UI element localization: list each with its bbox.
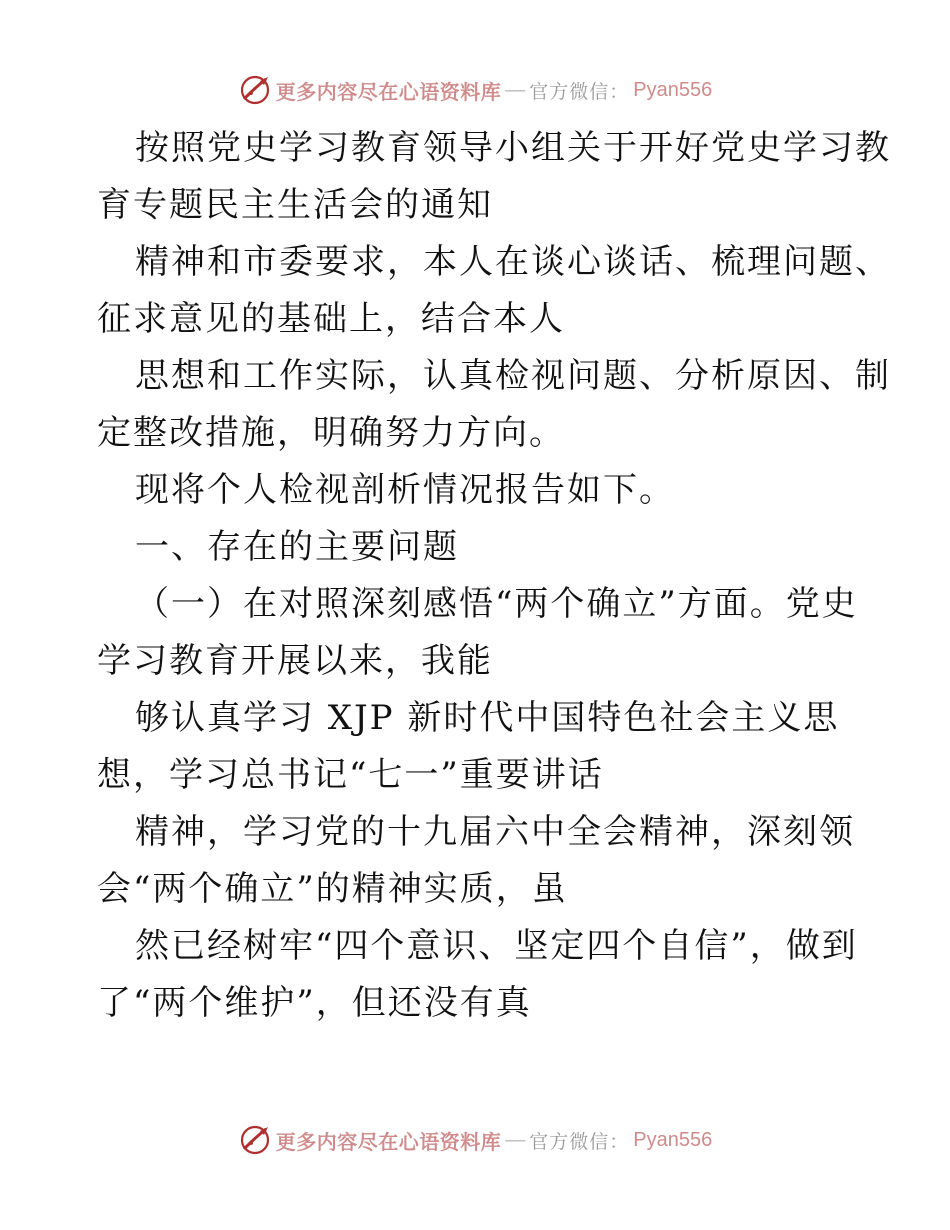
footer-watermark — [0, 1120, 950, 1160]
text-line: 按照党史学习教育领导小组关于开好党史学习教 — [135, 128, 891, 168]
text-line: 定整改措施，明确努力方向。 — [97, 413, 565, 453]
pen-logo-icon — [238, 1123, 272, 1157]
text-line: 然已经树牢“四个意识、坚定四个自信”，做到 — [135, 926, 858, 966]
text-line: 想，学习总书记“七一”重要讲话 — [97, 755, 604, 795]
pen-logo-icon — [238, 73, 272, 107]
watermark-wechat-id: Pyan556 — [633, 1128, 713, 1151]
document-body — [97, 120, 891, 1032]
text-line: （一）在对照深刻感悟“两个确立”方面。党史 — [135, 584, 858, 624]
text-line: 学习教育开展以来，我能 — [97, 641, 493, 681]
section-heading: 一、存在的主要问题 — [135, 527, 459, 567]
text-line: 了“两个维护”，但还没有真 — [97, 983, 532, 1023]
watermark-dash: — — [505, 1128, 526, 1151]
text-line: 够认真学习 XJP 新时代中国特色社会主义思 — [135, 698, 840, 738]
watermark-wechat-id: Pyan556 — [633, 78, 713, 101]
text-line: 精神和市委要求，本人在谈心谈话、梳理问题、 — [135, 242, 891, 282]
watermark-text: 更多内容尽在心语资料库 — [275, 1129, 502, 1154]
header-watermark — [0, 70, 950, 110]
text-line: 育专题民主生活会的通知 — [97, 185, 493, 225]
watermark-dash: — — [505, 78, 526, 101]
text-line: 精神，学习党的十九届六中全会精神，深刻领 — [135, 812, 855, 852]
text-line: 现将个人检视剖析情况报告如下。 — [135, 470, 675, 510]
watermark-official-label: 官方微信： — [529, 1130, 630, 1153]
text-line: 会“两个确立”的精神实质，虽 — [97, 869, 568, 909]
watermark-official-label: 官方微信： — [529, 80, 630, 103]
watermark-text: 更多内容尽在心语资料库 — [275, 79, 502, 104]
text-line: 征求意见的基础上，结合本人 — [97, 299, 565, 339]
text-line: 思想和工作实际，认真检视问题、分析原因、制 — [135, 356, 891, 396]
